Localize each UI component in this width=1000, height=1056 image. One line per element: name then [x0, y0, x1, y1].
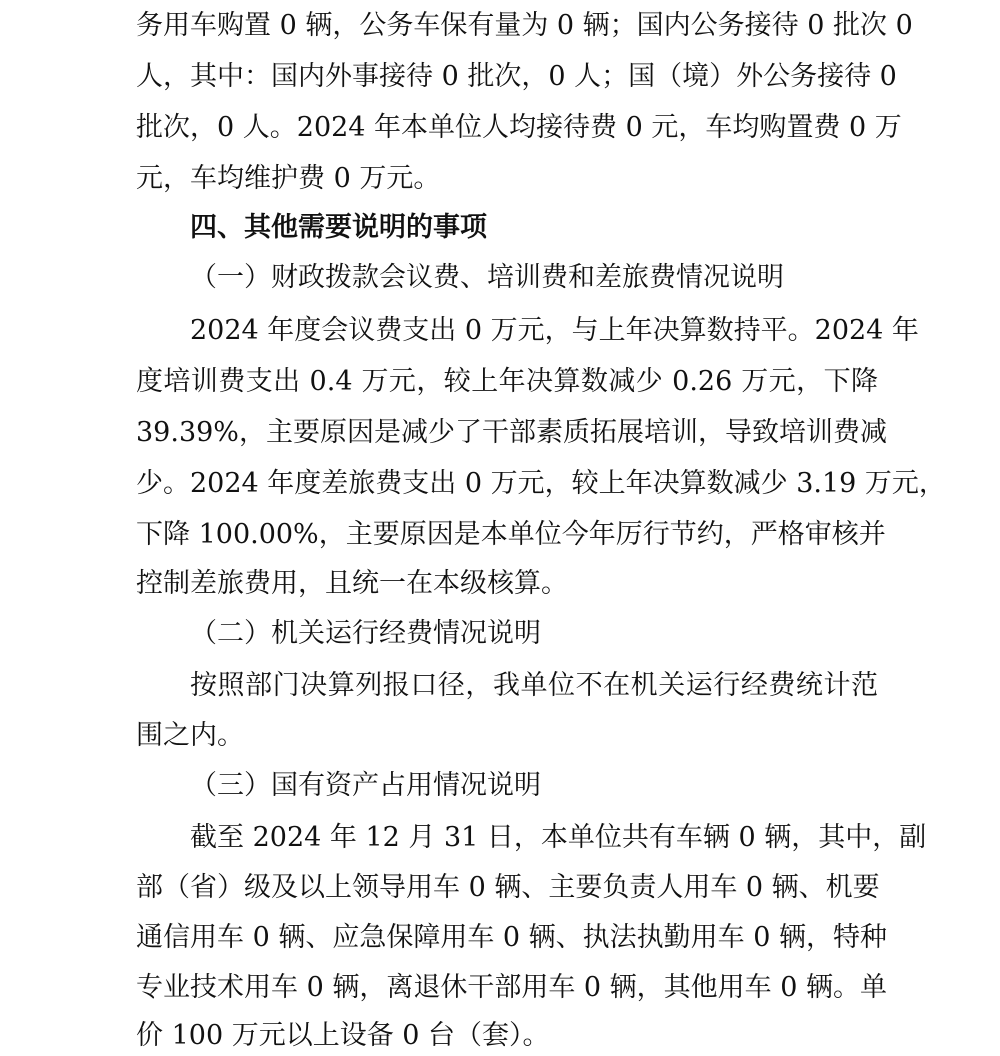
- text-line: 2024 年度会议费支出 0 万元，与上年决算数持平。2024 年: [190, 315, 919, 346]
- text-line: 按照部门决算列报口径，我单位不在机关运行经费统计范: [190, 670, 878, 701]
- section-heading: 四、其他需要说明的事项: [190, 212, 487, 243]
- text-line: 通信用车 0 辆、应急保障用车 0 辆、执法执勤用车 0 辆，特种: [136, 922, 888, 953]
- subsection-heading: （二）机关运行经费情况说明: [190, 618, 541, 649]
- text-line: 部（省）级及以上领导用车 0 辆、主要负责人用车 0 辆、机要: [136, 872, 880, 903]
- text-line: 围之内。: [136, 720, 244, 751]
- subsection-heading: （三）国有资产占用情况说明: [190, 770, 541, 801]
- text-line: 控制差旅费用，且统一在本级核算。: [136, 568, 568, 599]
- text-line: 少。2024 年度差旅费支出 0 万元，较上年决算数减少 3.19 万元，: [136, 468, 946, 499]
- text-line: 39.39%，主要原因是减少了干部素质拓展培训，导致培训费减: [136, 417, 887, 448]
- text-line: 务用车购置 0 辆，公务车保有量为 0 辆；国内公务接待 0 批次 0: [136, 10, 913, 41]
- text-line: 截至 2024 年 12 月 31 日，本单位共有车辆 0 辆，其中，副: [190, 822, 927, 853]
- text-line: 下降 100.00%，主要原因是本单位今年厉行节约，严格审核并: [136, 519, 886, 550]
- text-line: 价 100 万元以上设备 0 台（套）。: [136, 1020, 550, 1051]
- text-line: 人，其中：国内外事接待 0 批次，0 人；国（境）外公务接待 0: [136, 61, 897, 92]
- text-line: 元，车均维护费 0 万元。: [136, 163, 441, 194]
- text-line: 批次，0 人。2024 年本单位人均接待费 0 元，车均购置费 0 万: [136, 112, 902, 143]
- subsection-heading: （一）财政拨款会议费、培训费和差旅费情况说明: [190, 262, 784, 293]
- text-line: 专业技术用车 0 辆，离退休干部用车 0 辆，其他用车 0 辆。单: [136, 972, 888, 1003]
- text-line: 度培训费支出 0.4 万元，较上年决算数减少 0.26 万元，下降: [136, 366, 878, 397]
